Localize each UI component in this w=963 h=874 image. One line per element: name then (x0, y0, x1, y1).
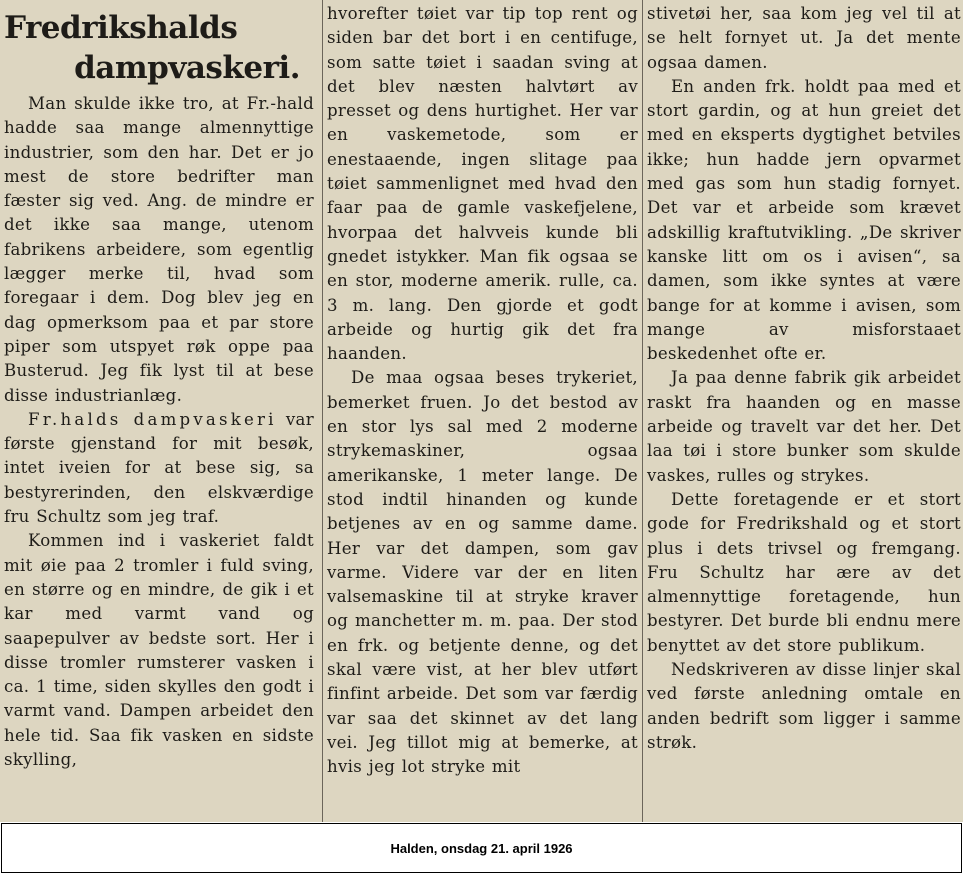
paragraph: En anden frk. holdt paa med et stort gardin, og at hun greiet det med en eksperts dygtighet betviles ikke; hun hadde jern opvarmet med gas som hun stadig fornyet. Det var et arbeide som krævet adskillig kraftutvikling. „De skriver kanske litt om os i avisen“, sa damen, som ikke syntes at være bange for at komme i avisen, som mange av misforstaaet beskedenhet ofte er. (647, 76, 961, 364)
paragraph: Man skulde ikke tro, at Fr.-hald hadde saa mange almennyttige industrier, som den har. Det er jo mest de store bedrifter man fæster sig ved. Ang. de mindre er det ikke saa mange, utenom fabrikens arbeidere, som egentlig lægger merke til, hvad som foregaar i dem. Dog blev jeg en dag opmerksom paa et par store piper som utspyet røk oppe paa Busterud. Jeg fik lyst til at bese disse industrianlæg. (4, 94, 314, 405)
article-column-3 (645, 0, 963, 822)
article-column-2 (326, 0, 642, 822)
column-divider (642, 0, 643, 822)
headline-line-1: Fredrikshalds (4, 10, 238, 46)
article-headline (4, 8, 314, 88)
source-caption (1, 823, 962, 873)
paragraph: Nedskriveren av disse linjer skal ved første anledning omtale en anden bedrift som ligger i samme strøk. (647, 660, 961, 752)
paragraph: hvorefter tøiet var tip top rent og siden bar det bort i en centifuge, som satte tøiet i saadan sving at det blev næsten halvtørt av presset og dens hurtighet. Her var en vaskemetode, som er enestaaende, ingen slitage paa tøiet sammenlignet med hvad den faar paa de gamle vaskefjelene, hvorpaa det halvveis kunde bli gnedet istykker. Man fik ogsaa se en stor, moderne amerik. rulle, ca. 3 m. lang. Den gjorde et godt arbeide og hurtig gik det fra haanden. (327, 4, 638, 364)
paragraph: Kommen ind i vaskeriet faldt mit øie paa 2 tromler i fuld sving, en større og en mindre, de gik i et kar med varmt vand og saapepulver av bedste sort. Her i disse tromler rumsterer vasken i ca. 1 time, siden skylles den godt i varmt vand. Dampen arbeidet den hele tid. Saa fik vasken en sidste skylling, (4, 531, 314, 770)
paragraph-text: var første gjenstand for mit besøk, intet iveien for at bese sig, sa bestyrerinden, den elskværdige fru Schultz som jeg traf. (4, 409, 314, 527)
column-divider (322, 0, 323, 822)
paragraph: De maa ogsaa beses trykeriet, bemerket fruen. Jo det bestod av en stor lys sal med 2 moderne strykemaskiner, ogsaa amerikanske, 1 meter lange. De stod indtil hinanden og kunde betjenes av en og samme dame. Her var det dampen, som gav varme. Videre var der en liten valsemaskine til at stryke kraver og manchetter m. m. paa. Der stod en frk. og betjente denne, og det skal være vist, at her blev utført finfint arbeide. Det som var færdig var saa det skinnet av det lang vei. Jeg tillot mig at bemerke, at hvis jeg lot stryke mit (327, 368, 638, 777)
caption-text: Halden, onsdag 21. april 1926 (390, 840, 573, 856)
paragraph: Dette foretagende er et stort gode for Fredrikshald og et stort plus i dets trivsel og fremgang. Fru Schultz har ære av det almennyttige foretagende, hun bestyrer. Det burde bli endnu mere benyttet av det store publikum. (647, 489, 961, 655)
headline-line-2: dampvaskeri. (74, 50, 300, 86)
spaced-company-name: Fr.halds dampvaskeri (28, 409, 277, 429)
paragraph: stivetøi her, saa kom jeg vel til at se helt fornyet ut. Ja det mente ogsaa damen. (647, 4, 961, 72)
article-column-1 (0, 0, 322, 822)
paragraph: Ja paa denne fabrik gik arbeidet raskt fra haanden og en masse arbeide og travelt var det her. Det laa tøi i store bunker som skulde vaskes, rulles og strykes. (647, 368, 961, 485)
paragraph (4, 408, 314, 529)
